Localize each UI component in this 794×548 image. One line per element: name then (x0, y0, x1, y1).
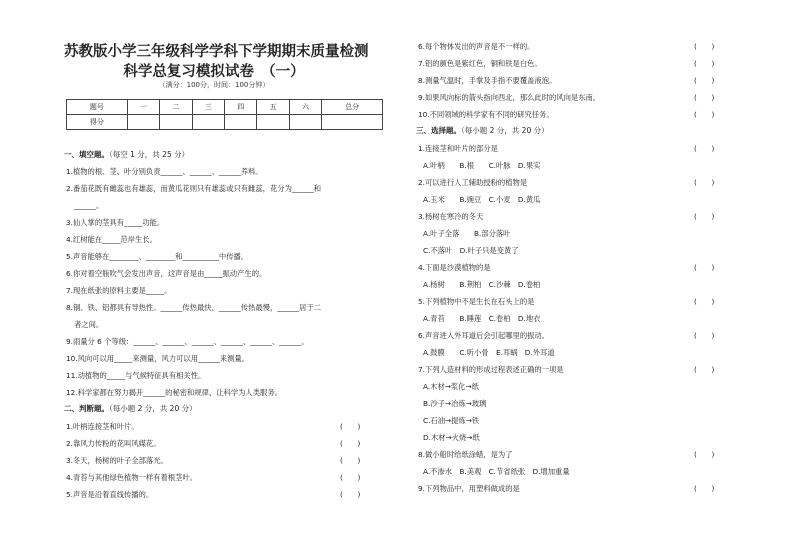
question-text: 1.连接茎和叶片的部分是 (418, 144, 498, 153)
question-options: B.沙子→冶炼→玻璃 (423, 399, 487, 408)
section-note: （每空 1 分，共 25 分） (109, 150, 190, 159)
question-text: 1.叶柄连接茎和叶片。 (66, 422, 139, 431)
score-table (66, 99, 383, 130)
answer-bracket[interactable]: ( ) (694, 331, 715, 340)
answer-bracket[interactable]: ( ) (340, 439, 361, 448)
score-table-header-row (67, 100, 383, 115)
answer-bracket[interactable]: ( ) (694, 110, 715, 119)
score-cell: 题号 (67, 100, 128, 115)
section-choice-heading (416, 126, 549, 136)
section-title: 三、选择题。 (416, 126, 461, 135)
question-text: 3.仙人掌的茎具有_____功能。 (66, 218, 165, 227)
question-text: 8.测量气温时，手掌及手指不要覆盖液泡。 (418, 76, 557, 85)
question-text: 2.靠风力传粉的花叫风媒花。 (66, 439, 161, 448)
answer-bracket[interactable]: ( ) (694, 297, 715, 306)
question-text: 12.科学家都在努力揭开______的秘密和规律，让科学为人类服务。 (66, 388, 282, 397)
question-options: D.木材→火烧→纸 (423, 433, 480, 442)
question-options: A.杨树 B.荆柏 C.沙棘 D.卷柏 (423, 280, 541, 289)
score-table-score-row (67, 115, 383, 130)
question-text: 1.植物的根、茎、叶分别负责______、______、______养料。 (66, 167, 263, 176)
question-text: 6.声音进入外耳道后会引起哪里的振动。 (418, 331, 550, 340)
section-true-false-heading (64, 404, 197, 414)
score-cell: 五 (257, 100, 289, 115)
score-cell: 得分 (67, 115, 128, 130)
score-cell: 四 (224, 100, 256, 115)
question-text: 7.现在纸张的原料主要是_____。 (66, 286, 172, 295)
question-text: 9.如果风向标的箭头指向西北，那么此时的风向是东南。 (418, 93, 601, 102)
answer-bracket[interactable]: ( ) (694, 59, 715, 68)
question-text: 5.声音能够在________、________和__________中传播。 (66, 252, 249, 261)
section-note: （每小题 2 分，共 20 分） (109, 404, 197, 413)
score-blank[interactable] (322, 115, 383, 130)
question-options: A.叶子全落 B.部分落叶 (423, 229, 511, 238)
question-text: 11.动植物的_____与气候特征具有相关性。 (66, 371, 206, 380)
question-text: 5.下列植物中不是生长在石头上的是 (418, 297, 535, 306)
answer-bracket[interactable]: ( ) (694, 93, 715, 102)
answer-bracket[interactable]: ( ) (694, 484, 715, 493)
answer-bracket[interactable]: ( ) (340, 422, 361, 431)
score-blank[interactable] (224, 115, 256, 130)
question-text: 8.铜、铁、铝都具有导热性。______传热最快，______传热最慢，______居于二 (66, 303, 322, 312)
answer-bracket[interactable]: ( ) (340, 473, 361, 482)
question-options: A.玉米 B.豌豆 C.小麦 D.黄瓜 (423, 195, 541, 204)
question-options: C.不落叶 D.叶子只是变黄了 (423, 246, 519, 255)
question-text: 2.可以进行人工辅助授粉的植物是 (418, 178, 528, 187)
question-options: A.木材→浆化→纸 (423, 382, 479, 391)
question-text: 3.冬天，杨树的叶子全部落光。 (66, 456, 168, 465)
section-fill-in-heading (64, 150, 189, 160)
question-text: 9.下列物品中，用塑料做成的是 (418, 484, 520, 493)
question-text: 10.风向可以用_____来测量，风力可以用______来测量。 (66, 354, 250, 363)
question-text: 10.不同领域的科学家有不同的研究任务。 (418, 110, 554, 119)
title-line-2: 科学总复习模拟试卷 （一） (123, 64, 305, 80)
question-text: 4.下面是沙漠植物的是 (418, 263, 491, 272)
score-blank[interactable] (289, 115, 321, 130)
section-title: 一、填空题。 (64, 150, 109, 159)
score-cell: 六 (289, 100, 321, 115)
title-line-1: 苏教版小学三年级科学学科下学期期末质量检测 (64, 44, 369, 60)
section-title: 二、判断题。 (64, 404, 109, 413)
answer-bracket[interactable]: ( ) (694, 263, 715, 272)
question-text: 4.青苔与其他绿色植物一样有着根茎叶。 (66, 473, 198, 482)
score-cell: 三 (192, 100, 224, 115)
question-text: 3.杨树在寒冷的冬天 (418, 212, 484, 221)
question-text: 者之间。 (74, 320, 104, 329)
exam-subtitle: （满分：100分，时间：100分钟） (158, 81, 270, 89)
question-options: C.石油→提炼→铁 (423, 416, 480, 425)
question-text: 7.铝的颜色是紫红色，铜和铁是白色。 (418, 59, 542, 68)
question-text: 5.声音是沿着直线传播的。 (66, 490, 154, 499)
question-text: 8.做小船时给纸涂蜡，是为了 (418, 450, 513, 459)
score-blank[interactable] (257, 115, 289, 130)
score-blank[interactable] (192, 115, 224, 130)
answer-bracket[interactable]: ( ) (694, 450, 715, 459)
question-text: ______。 (74, 201, 104, 210)
question-options: A.叶柄 B.根 C.叶脉 D.果实 (423, 161, 541, 170)
score-blank[interactable] (160, 115, 192, 130)
answer-bracket[interactable]: ( ) (694, 212, 715, 221)
question-text: 6.每个物体发出的声音是不一样的。 (418, 42, 535, 51)
answer-bracket[interactable]: ( ) (340, 456, 361, 465)
answer-bracket[interactable]: ( ) (694, 42, 715, 51)
question-text: 7.下列人造材料的形成过程表述正确的一项是 (418, 365, 564, 374)
answer-bracket[interactable]: ( ) (340, 490, 361, 499)
question-text: 4.红树能在_____范岸生长。 (66, 235, 157, 244)
question-options: A.青苔 B.睡莲 C.卷柏 D.地衣 (423, 314, 541, 323)
score-cell: 总分 (322, 100, 383, 115)
question-text: 9.雨量分 6 个等级：______、______、______、______、______、______。 (66, 337, 309, 346)
answer-bracket[interactable]: ( ) (694, 144, 715, 153)
question-text: 6.你对着空瓶吹气会发出声音，这声音是由_____振动产生的。 (66, 269, 267, 278)
question-options: A.鼓膜 C.听小骨 E.耳蜗 D.外耳道 (423, 348, 555, 357)
score-cell: 二 (160, 100, 192, 115)
section-note: （每小题 2 分，共 20 分） (461, 126, 549, 135)
question-options: A.不渗水 B.美观 C.节省纸张 D.增加重量 (423, 467, 570, 476)
answer-bracket[interactable]: ( ) (694, 178, 715, 187)
question-text: 2.番茄花既有雌蕊也有雄蕊，而黄瓜花则只有雄蕊或只有雌蕊，花分为______和 (66, 184, 322, 193)
score-blank[interactable] (127, 115, 159, 130)
score-cell: 一 (127, 100, 159, 115)
answer-bracket[interactable]: ( ) (694, 365, 715, 374)
answer-bracket[interactable]: ( ) (694, 76, 715, 85)
